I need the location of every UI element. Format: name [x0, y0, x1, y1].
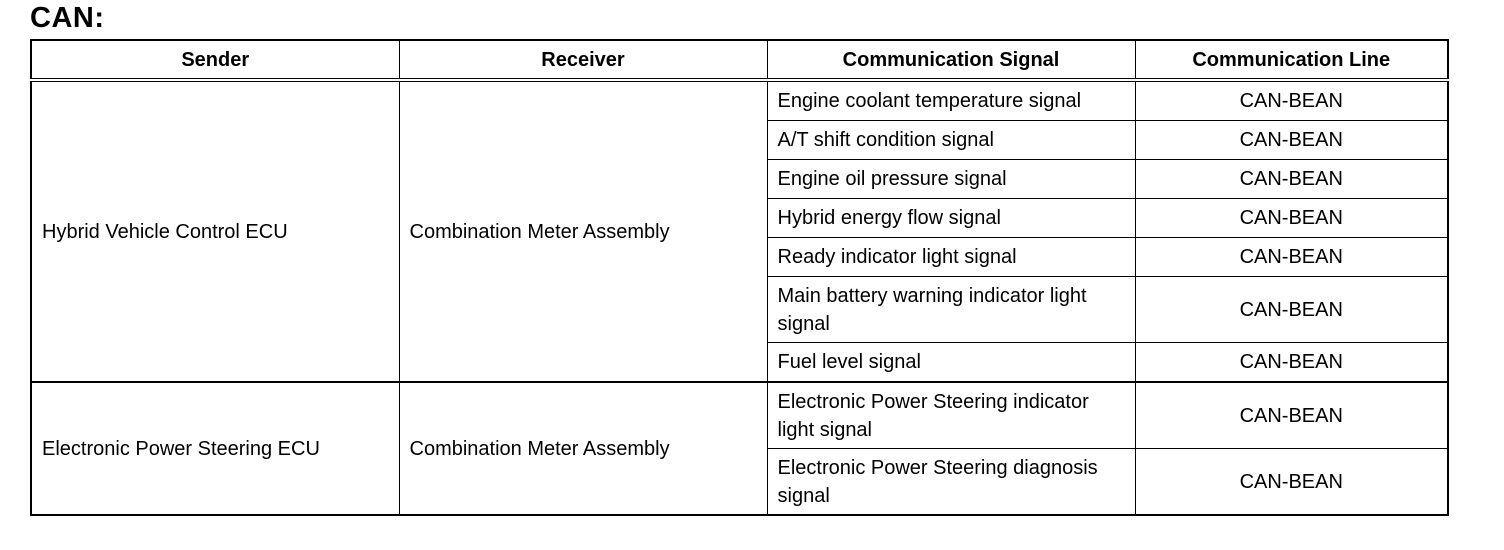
line-cell: CAN-BEAN [1135, 343, 1448, 383]
line-cell: CAN-BEAN [1135, 238, 1448, 277]
line-cell: CAN-BEAN [1135, 277, 1448, 343]
signal-cell: Electronic Power Steering diagnosis signal [767, 449, 1135, 516]
header-row [31, 40, 1448, 80]
header-signal: Communication Signal [767, 40, 1135, 80]
header-line: Communication Line [1135, 40, 1448, 80]
line-cell: CAN-BEAN [1135, 382, 1448, 449]
table-row [31, 382, 1448, 449]
sender-cell: Electronic Power Steering ECU [31, 382, 399, 515]
line-cell: CAN-BEAN [1135, 160, 1448, 199]
receiver-cell: Combination Meter Assembly [399, 382, 767, 515]
receiver-cell: Combination Meter Assembly [399, 80, 767, 382]
signal-cell: Ready indicator light signal [767, 238, 1135, 277]
header-receiver: Receiver [399, 40, 767, 80]
signal-cell: Main battery warning indicator light signal [767, 277, 1135, 343]
signal-cell: Engine oil pressure signal [767, 160, 1135, 199]
sender-cell: Hybrid Vehicle Control ECU [31, 80, 399, 382]
signal-cell: Fuel level signal [767, 343, 1135, 383]
table-row [31, 80, 1448, 121]
signal-cell: Electronic Power Steering indicator light signal [767, 382, 1135, 449]
signal-cell: Engine coolant temperature signal [767, 80, 1135, 121]
line-cell: CAN-BEAN [1135, 121, 1448, 160]
signal-cell: A/T shift condition signal [767, 121, 1135, 160]
can-communication-table [30, 39, 1449, 516]
page-title: CAN: [30, 2, 105, 34]
line-cell: CAN-BEAN [1135, 199, 1448, 238]
line-cell: CAN-BEAN [1135, 80, 1448, 121]
line-cell: CAN-BEAN [1135, 449, 1448, 516]
signal-cell: Hybrid energy flow signal [767, 199, 1135, 238]
header-sender: Sender [31, 40, 399, 80]
